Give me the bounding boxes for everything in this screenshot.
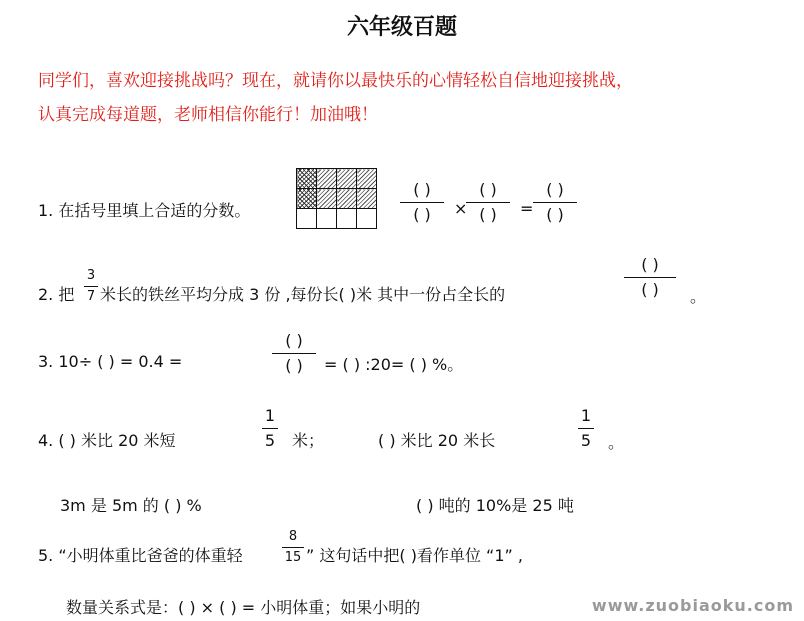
question-4b-part-2: ( ) 吨的 10%是 25 吨 bbox=[416, 496, 574, 515]
q1-fraction-2 bbox=[466, 180, 510, 225]
question-2-start: 2. 把 bbox=[38, 285, 75, 304]
q1-fraction-3-numerator-blank[interactable]: ( ) bbox=[546, 180, 564, 199]
intro-line-1: 同学们，喜欢迎接挑战吗？现在，就请你以最快乐的心情轻松自信地迎接挑战， bbox=[38, 71, 633, 91]
question-4-end: 。 bbox=[608, 433, 625, 452]
q1-fraction-3-denominator-blank[interactable]: ( ) bbox=[546, 205, 564, 224]
watermark: www.zuobiaoku.com bbox=[591, 596, 794, 615]
question-3-end: = ( ) :20= ( ) %。 bbox=[324, 355, 464, 374]
q1-fraction-1 bbox=[400, 180, 444, 225]
question-1-text: 1. 在括号里填上合适的分数。 bbox=[38, 201, 251, 220]
question-4-middle: ( ) 米比 20 米长 bbox=[378, 431, 496, 450]
q1-times-sign: × bbox=[454, 199, 468, 218]
question-5b: 数量关系式是：( ) × ( ) = 小明体重；如果小明的 bbox=[66, 598, 421, 617]
q2-answer-denominator-blank[interactable]: ( ) bbox=[641, 280, 659, 299]
q2-fraction-numerator: 3 bbox=[86, 268, 96, 283]
question-4-unit: 米； bbox=[292, 431, 325, 450]
question-4b-part-1: 3m 是 5m 的 ( ) % bbox=[60, 496, 202, 515]
q2-fraction-denominator: 7 bbox=[86, 289, 96, 304]
q1-fraction-2-denominator-blank[interactable]: ( ) bbox=[479, 205, 497, 224]
q1-fraction-3 bbox=[533, 180, 577, 225]
page-title: 六年级百题 bbox=[346, 15, 457, 40]
fraction-grid-figure bbox=[296, 168, 377, 229]
q1-equals-sign: = bbox=[520, 199, 534, 218]
q3-numerator-blank[interactable]: ( ) bbox=[285, 331, 303, 350]
intro-line-2: 认真完成每道题，老师相信你能行！加油哦！ bbox=[38, 105, 378, 125]
question-5-start: 5. “小明体重比爸爸的体重轻 bbox=[38, 546, 243, 565]
question-2-middle: 米长的铁丝平均分成 3 份 ,每份长( )米 其中一份占全长的 bbox=[100, 285, 506, 304]
q1-fraction-1-numerator-blank[interactable]: ( ) bbox=[413, 180, 431, 199]
q3-fraction bbox=[272, 331, 316, 376]
q2-answer-numerator-blank[interactable]: ( ) bbox=[641, 255, 659, 274]
question-4-start: 4. ( ) 米比 20 米短 bbox=[38, 431, 176, 450]
question-2-end: 。 bbox=[690, 287, 707, 306]
q3-denominator-blank[interactable]: ( ) bbox=[285, 356, 303, 375]
q1-fraction-2-numerator-blank[interactable]: ( ) bbox=[479, 180, 497, 199]
q4-fraction-one-fifth-a: 1 5 bbox=[262, 406, 278, 451]
q5-fraction-eight-fifteenths: 8 15 bbox=[282, 529, 304, 566]
q2-answer-fraction bbox=[624, 255, 676, 300]
question-3-start: 3. 10÷ ( ) = 0.4 = bbox=[38, 352, 183, 371]
q2-fraction-three-sevenths bbox=[84, 268, 98, 305]
q1-fraction-1-denominator-blank[interactable]: ( ) bbox=[413, 205, 431, 224]
question-5-end: ” 这句话中把( )看作单位 “1” , bbox=[306, 546, 523, 565]
q4-fraction-one-fifth-b: 1 5 bbox=[578, 406, 594, 451]
